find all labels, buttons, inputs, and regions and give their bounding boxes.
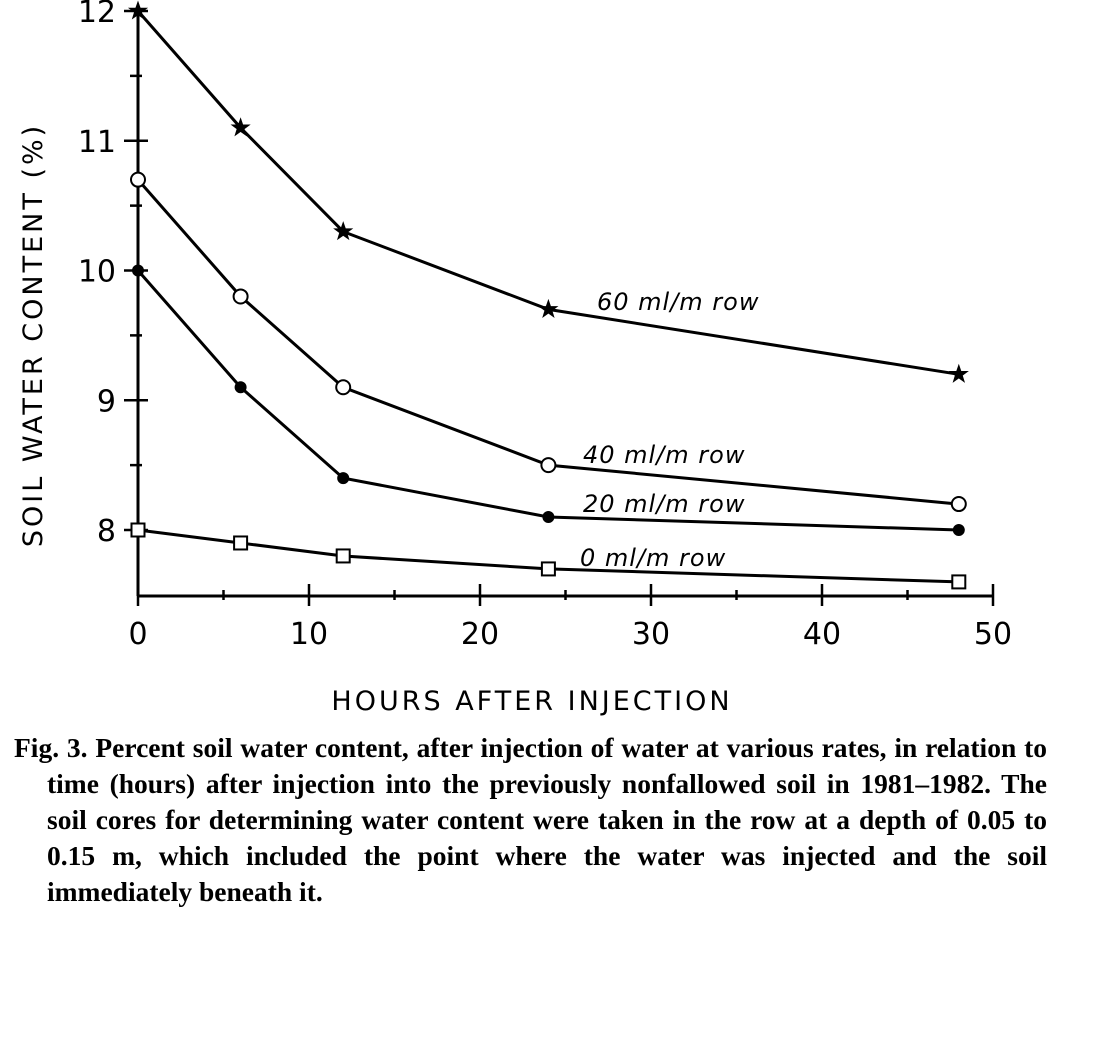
data-point-filled-circle	[133, 265, 144, 276]
x-tick-label: 20	[460, 617, 500, 652]
series-line	[138, 11, 959, 374]
series-line	[138, 180, 959, 504]
data-point-open-square	[952, 575, 965, 588]
data-point-star	[540, 300, 557, 316]
series-1	[131, 173, 966, 511]
x-tick-label: 30	[631, 617, 671, 652]
y-tick-label: 8	[96, 514, 116, 549]
series-layer	[129, 2, 967, 588]
data-point-open-circle	[336, 380, 350, 394]
x-tick-label: 50	[973, 617, 1013, 652]
data-point-open-circle	[952, 497, 966, 511]
data-point-open-square	[542, 562, 555, 575]
y-tick-label: 10	[77, 254, 116, 290]
y-tick-label: 9	[96, 384, 116, 420]
y-tick-label: 11	[77, 124, 116, 160]
series-label: 20 ml/m row	[583, 490, 746, 518]
labels-layer	[580, 288, 760, 572]
x-tick-label: 0	[128, 617, 148, 652]
series-label: 0 ml/m row	[580, 544, 727, 572]
data-point-filled-circle	[338, 473, 349, 484]
data-point-open-square	[234, 536, 247, 549]
x-tick-label: 40	[802, 617, 842, 652]
series-3	[132, 524, 966, 589]
series-0	[129, 2, 967, 382]
y-axis-title: SOIL WATER CONTENT (%)	[18, 122, 49, 548]
data-point-open-circle	[234, 289, 248, 303]
data-point-filled-circle	[953, 525, 964, 536]
data-point-filled-circle	[235, 382, 246, 393]
data-point-star	[950, 365, 967, 381]
data-point-open-circle	[541, 458, 555, 472]
figure-caption: Fig. 3. Percent soil water content, after injection of water at various rates, in relation to time (hours) after injection into the previously nonfallowed soil in 1981–1982. The soil cores for determining water content were taken in the row at a depth of 0.05 to 0.15 m, which included the point where the water was injected and the soil immediately beneath it.	[14, 732, 1047, 907]
y-tick-label: 12	[77, 0, 116, 30]
data-point-open-circle	[131, 173, 145, 187]
data-point-open-square	[132, 524, 145, 537]
series-label: 60 ml/m row	[597, 288, 760, 316]
x-axis-title: HOURS AFTER INJECTION	[331, 686, 733, 717]
data-point-open-square	[337, 549, 350, 562]
x-tick-label: 10	[289, 617, 329, 652]
data-point-filled-circle	[543, 512, 554, 523]
series-label: 40 ml/m row	[583, 441, 746, 469]
